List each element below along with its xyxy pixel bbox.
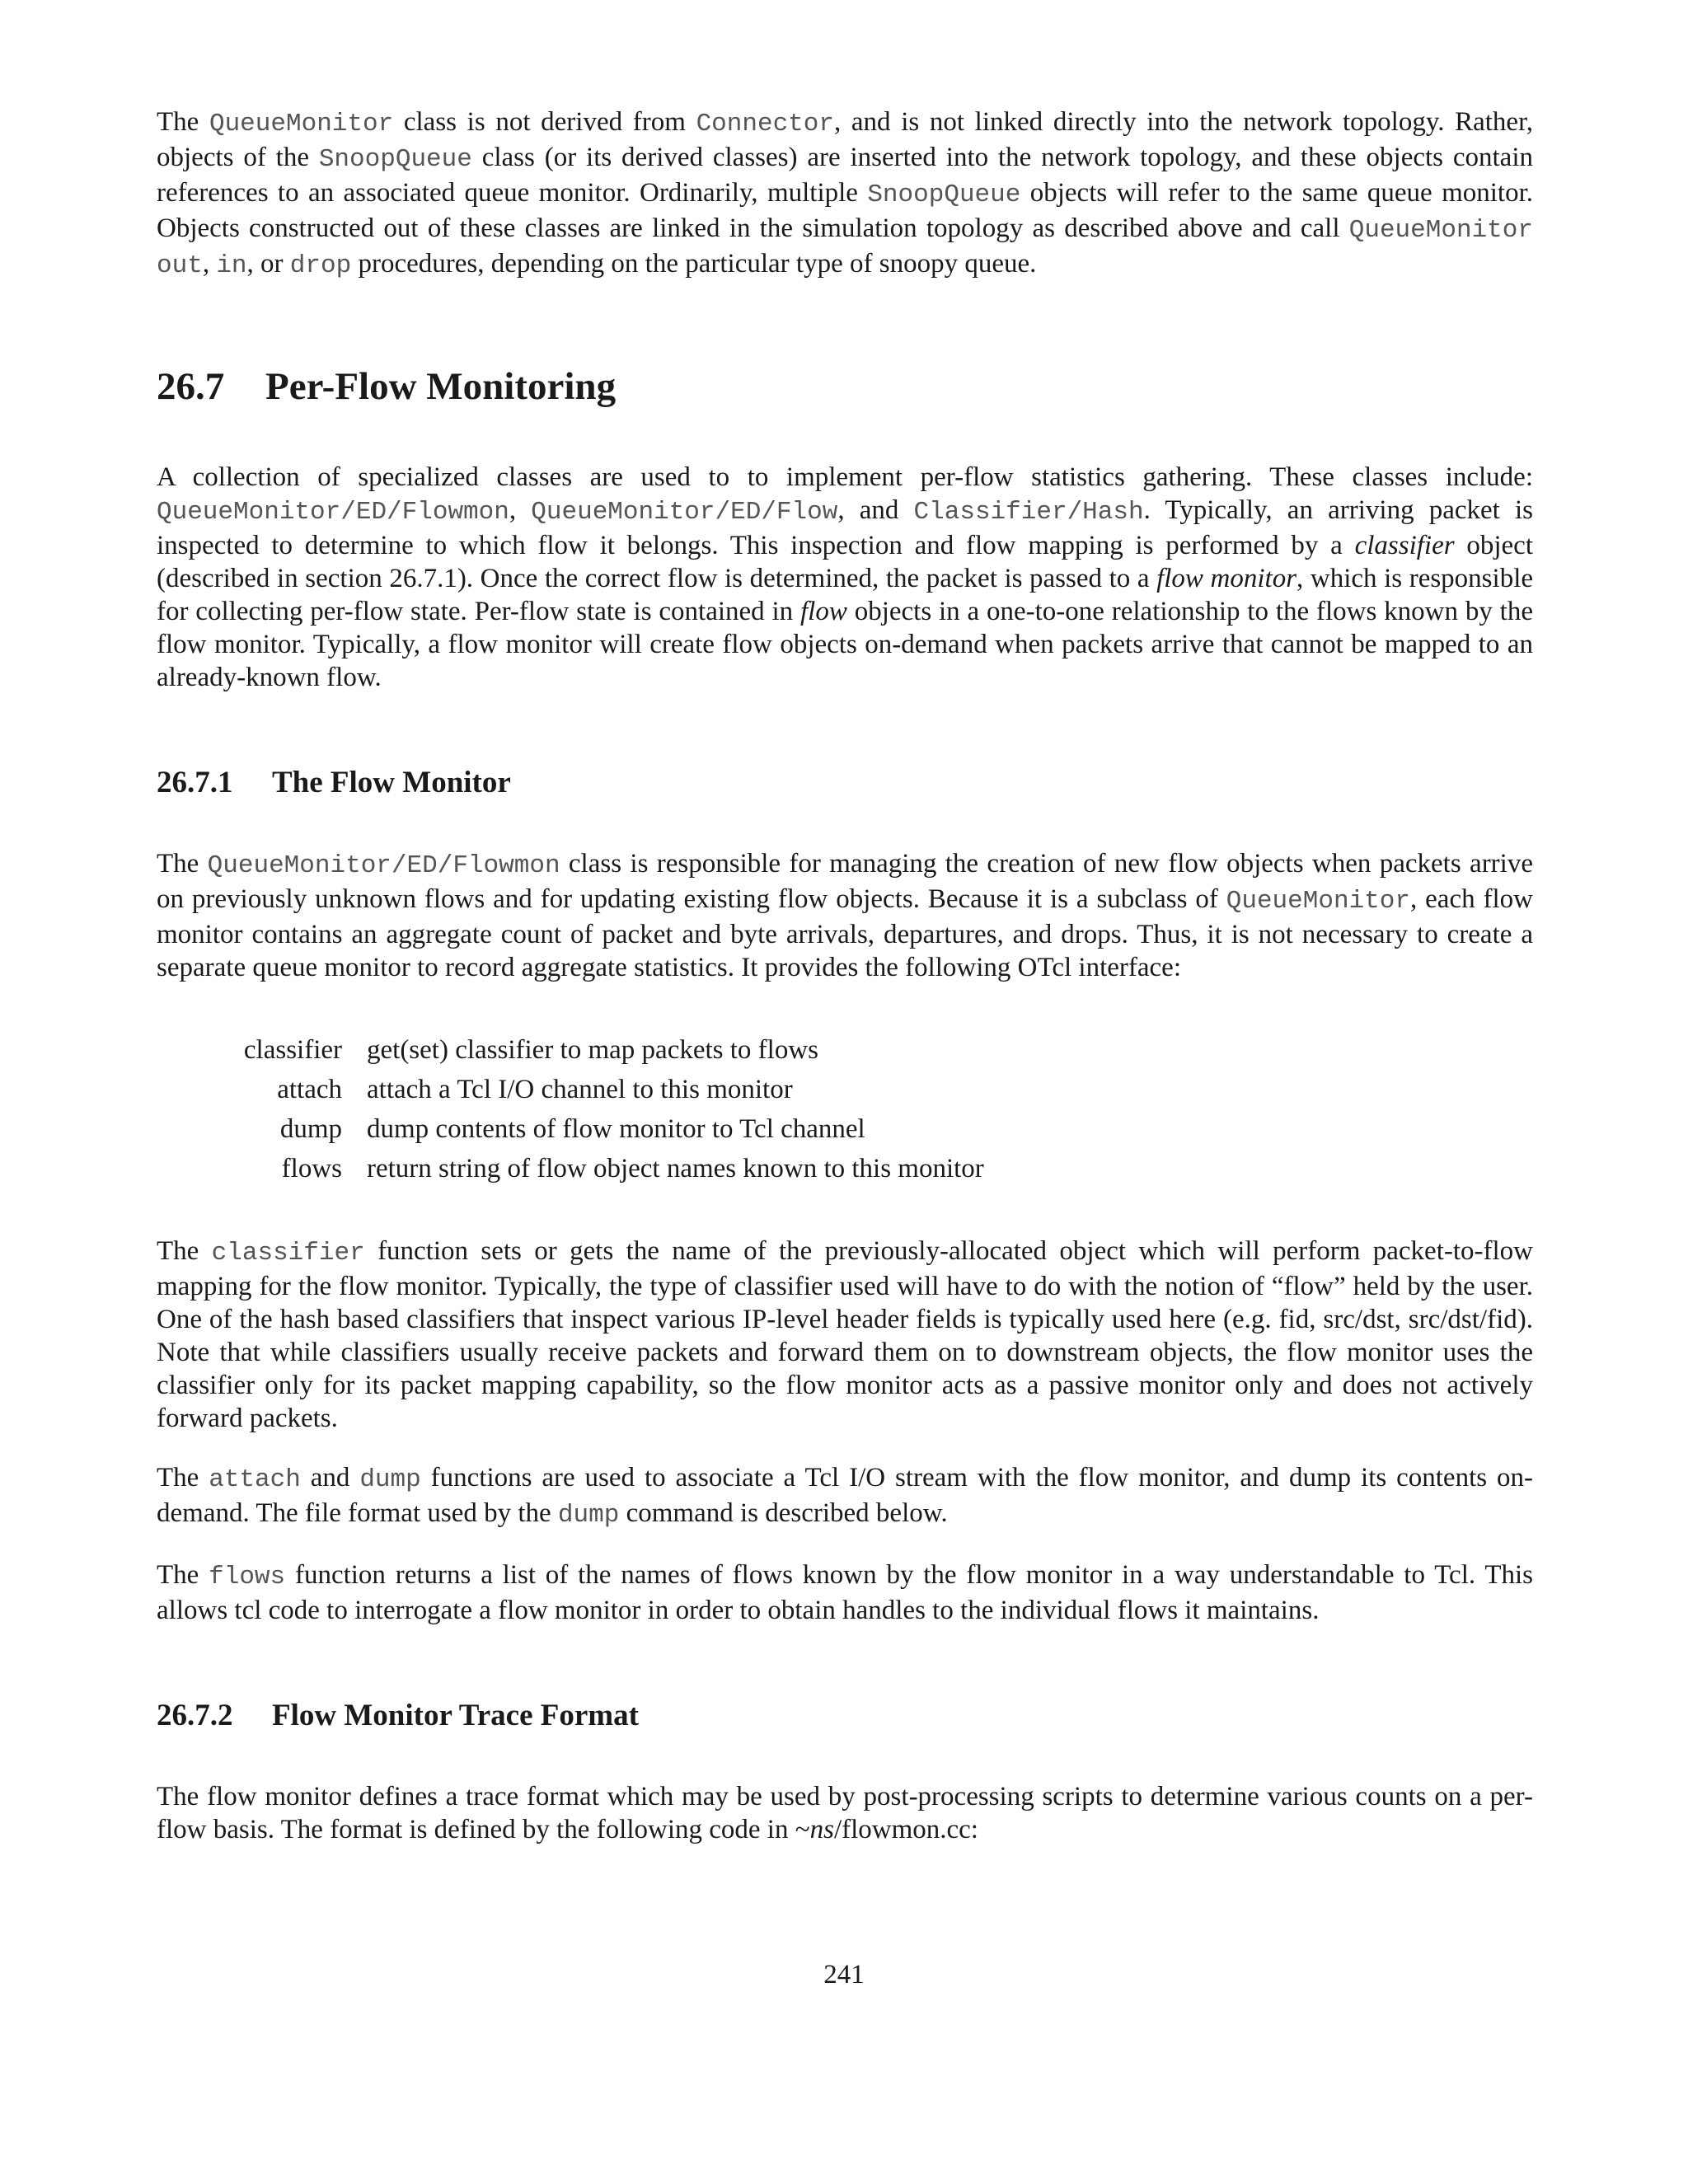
interface-row	[239, 1109, 1533, 1149]
code-connector: Connector	[696, 110, 834, 138]
code-drop: drop	[289, 251, 352, 280]
interface-description: attach a Tcl I/O channel to this monitor	[367, 1075, 793, 1104]
code-flowmon: QueueMonitor/ED/Flowmon	[157, 498, 509, 527]
interface-row	[239, 1149, 1533, 1188]
interface-description: dump contents of flow monitor to Tcl channel	[367, 1114, 865, 1144]
interface-description: return string of flow object names known to this monitor	[367, 1154, 984, 1183]
code-snoopqueue: SnoopQueue	[318, 145, 472, 174]
flows-paragraph: The flows function returns a list of the names of flows known by the flow monitor in a way understandable to Tcl. This allows tcl code to interrogate a flow monitor in order to obtain handles to the individual flows it maintains.	[157, 1560, 1533, 1625]
code-classifier: classifier	[211, 1239, 365, 1268]
code-classifier-hash: Classifier/Hash	[913, 498, 1144, 527]
section-title: Per-Flow Monitoring	[265, 365, 617, 408]
code-dump: dump	[359, 1465, 421, 1494]
intro-paragraph: The QueueMonitor class is not derived from Connector, and is not linked directly into the network topology. Rather, objects of the SnoopQueue class (or its derived classes) are inserted into the network topology, and these objects contain references to an associated queue monitor. Ordinarily, multiple SnoopQueue objects will refer to the same queue monitor. Objects constructed out of these classes are linked in the simulation topology as described above and call QueueMonitor out, in, or drop procedures, depending on the particular type of snoopy queue.	[157, 107, 1534, 280]
subsection-number: 26.7.2	[157, 1699, 233, 1732]
subsection-title: Flow Monitor Trace Format	[272, 1699, 639, 1732]
subsection-title: The Flow Monitor	[272, 766, 511, 799]
interface-row	[239, 1030, 1533, 1070]
interface-name: flows	[281, 1154, 342, 1183]
trace-paragraph: The flow monitor defines a trace format which may be used by post-processing scripts to determine various counts on a per-flow basis. The format is defined by the following code in ~ns/flowmon.cc:	[157, 1782, 1533, 1844]
page-number: 241	[823, 1960, 865, 1990]
attach-paragraph: The attach and dump functions are used to associate a Tcl I/O stream with the flow monitor, and dump its contents on-demand. The file format used by the dump command is described below.	[157, 1463, 1533, 1530]
code-queuemonitor: QueueMonitor	[209, 110, 394, 138]
section-number: 26.7	[157, 365, 225, 408]
term-flow: flow	[800, 597, 847, 626]
code-snoopqueue: SnoopQueue	[867, 180, 1021, 209]
perflow-paragraph: A collection of specialized classes are used to to implement per-flow statistics gathering. These classes include: QueueMonitor/ED/Flowmon, QueueMonitor/ED/Flow, and Classifier/Hash. Typically, an arriving packet is inspected to determine to which flow it belongs. This inspection and flow mapping is performed by a classifier object (described in section 26.7.1). Once the correct flow is determined, the packet is passed to a flow monitor, which is responsible for collecting per-flow state. Per-flow state is contained in flow objects in a one-to-one relationship to the flows known by the flow monitor. Typically, a flow monitor will create flow objects on-demand when packets arrive that cannot be mapped to an already-known flow.	[157, 462, 1534, 692]
subsection-number: 26.7.1	[157, 766, 233, 799]
code-flowmon: QueueMonitor/ED/Flowmon	[207, 851, 560, 880]
term-classifier: classifier	[1354, 531, 1455, 560]
term-ns: ns	[809, 1815, 834, 1844]
interface-name: dump	[279, 1114, 342, 1144]
classifier-paragraph: The classifier function sets or gets the name of the previously-allocated object which will perform packet-to-flow mapping for the flow monitor. Typically, the type of classifier used will have to do with the notion of “flow” held by the user. One of the hash based classifiers that inspect various IP-level header fields is typically used here (e.g. fid, src/dst, src/dst/fid). Note that while classifiers usually receive packets and forward them on to downstream objects, the flow monitor uses the classifier only for its packet mapping capability, so the flow monitor acts as a passive monitor only and does not actively forward packets.	[157, 1236, 1533, 1433]
section-heading	[157, 363, 1533, 410]
page-content	[157, 105, 1533, 1846]
code-flow: QueueMonitor/ED/Flow	[531, 498, 838, 527]
code-attach: attach	[209, 1465, 301, 1494]
code-flows: flows	[209, 1563, 286, 1591]
code-queuemonitor: QueueMonitor	[1226, 887, 1410, 916]
otcl-interface-list	[239, 1030, 1533, 1188]
interface-name: attach	[277, 1075, 342, 1104]
interface-description: get(set) classifier to map packets to flows	[367, 1035, 818, 1065]
interface-row	[239, 1070, 1533, 1109]
code-in: in	[216, 251, 247, 280]
term-flow-monitor: flow monitor	[1156, 564, 1297, 593]
code-dump: dump	[557, 1501, 620, 1530]
subsection-heading-flow-monitor	[157, 765, 1533, 801]
code-queuemonitor-out: QueueMonitor out	[157, 216, 1533, 280]
subsection-heading-trace-format	[157, 1698, 1533, 1734]
flowmon-paragraph: The QueueMonitor/ED/Flowmon class is responsible for managing the creation of new flow objects when packets arrive on previously unknown flows and for updating existing flow objects. Because it is a subclass of QueueMonitor, each flow monitor contains an aggregate count of packet and byte arrivals, departures, and drops. Thus, it is not necessary to create a separate queue monitor to record aggregate statistics. It provides the following OTcl interface:	[157, 849, 1533, 982]
interface-name: classifier	[243, 1035, 342, 1065]
